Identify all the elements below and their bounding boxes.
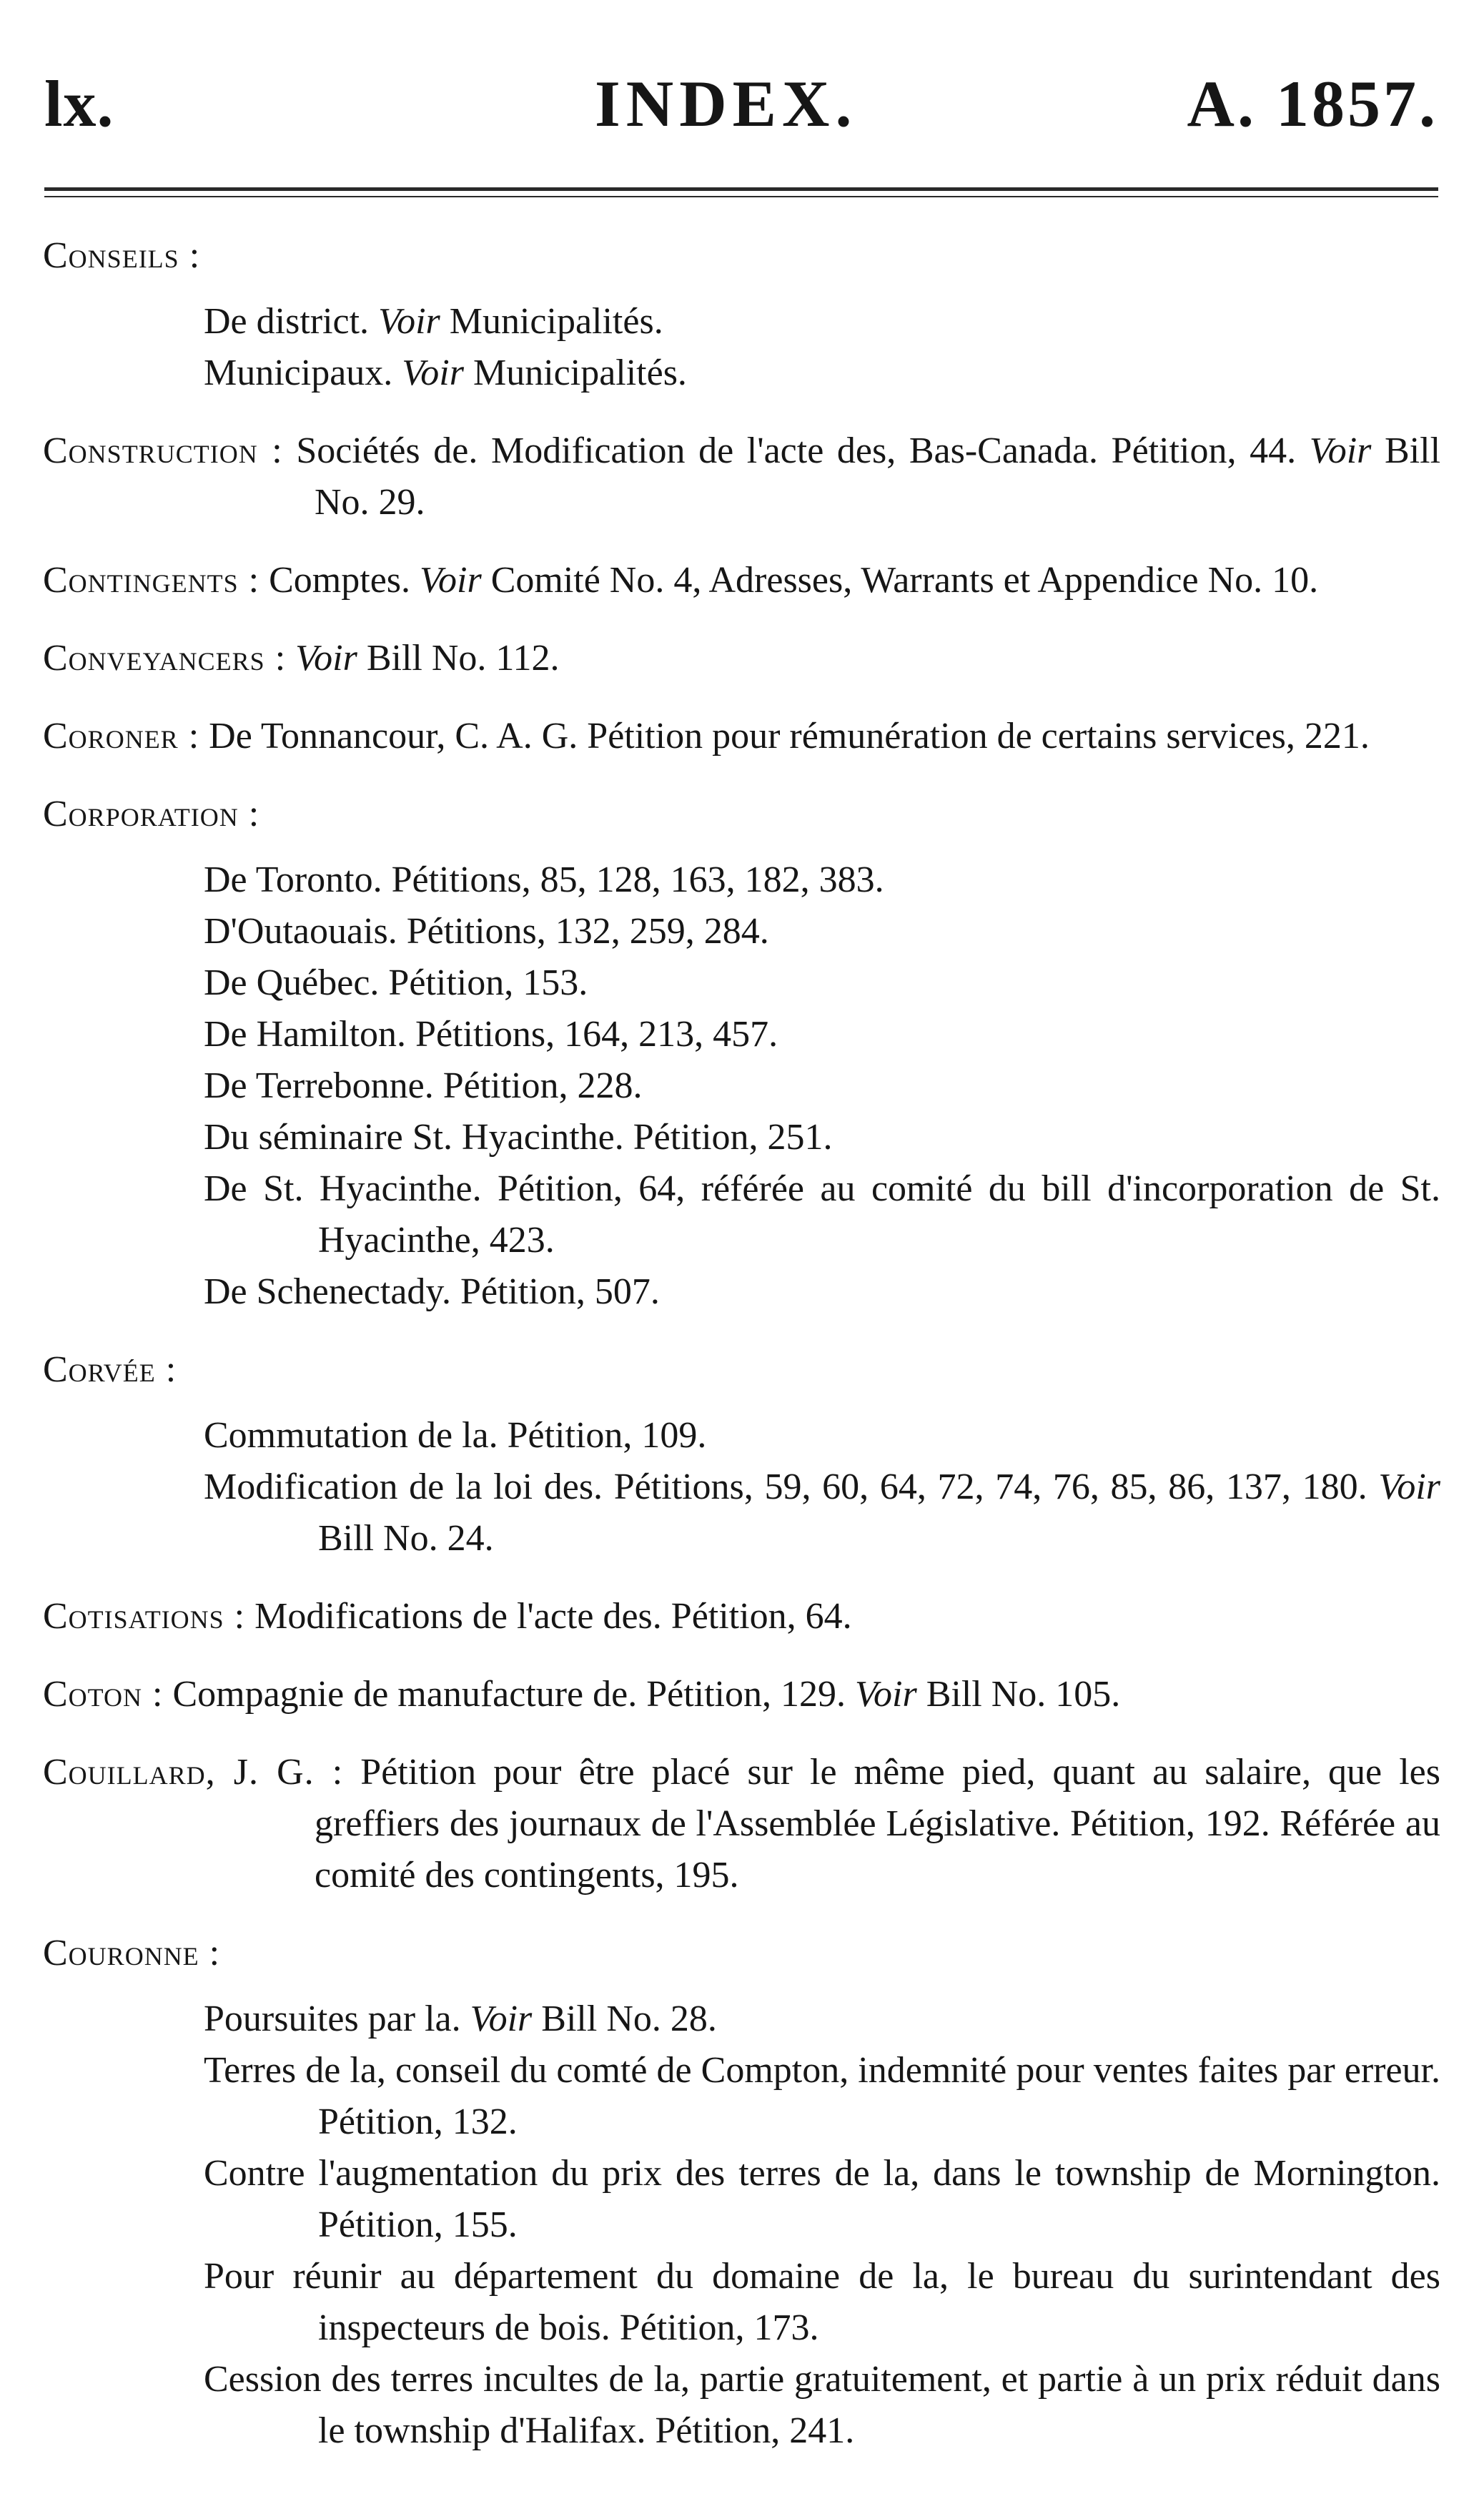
entry-heading: Conveyancers : — [43, 638, 287, 679]
page-title: INDEX. — [595, 67, 858, 140]
entry-heading: Couronne : — [43, 1933, 221, 1973]
sub-entry: De Schenectady. Pétition, 507. — [204, 1271, 660, 1312]
sub-entry: Commutation de la. Pétition, 109. — [204, 1415, 707, 1456]
entry-heading: Coton : — [43, 1674, 164, 1715]
entry-heading: Conseils : — [43, 235, 201, 276]
sub-entry: Pour réunir au département du domaine de la, le bureau du surintendant des inspecteurs de bois. Pétition, 173. — [204, 2256, 1440, 2348]
index-entry-contingents: Contingents : Comptes. Voir Comité No. 4, Adresses, Warrants et Appendice No. 10. — [43, 560, 1319, 601]
index-entry-couillard: Couillard, J. G. : Pétition pour être placé sur le même pied, quant au salaire, que les greffiers des journaux de l'Assemblée Législative. Pétition, 192. Référée au comité des contingents, 195. — [43, 1752, 1440, 1896]
entry-heading: Cotisations : — [43, 1596, 246, 1637]
index-entry-couronne — [43, 1928, 1440, 2457]
entry-heading: Coroner : — [43, 716, 200, 756]
sub-entry: De Toronto. Pétitions, 85, 128, 163, 182, 383. — [204, 859, 884, 900]
sub-entry: Terres de la, conseil du comté de Compton, indemnité pour ventes faites par erreur. Pétition, 132. — [204, 2050, 1440, 2142]
index-entry-cotisations: Cotisations : Modifications de l'acte des. Pétition, 64. — [43, 1596, 852, 1637]
index-entry-coton: Coton : Compagnie de manufacture de. Pétition, 129. Voir Bill No. 105. — [43, 1674, 1121, 1715]
page-number: lx. — [44, 67, 114, 140]
index-entry-construction: Construction : Sociétés de. Modification de l'acte des, Bas-Canada. Pétition, 44. Voir Bill No. 29. — [43, 430, 1441, 523]
sub-entry: De Québec. Pétition, 153. — [204, 962, 588, 1003]
sub-entry: Poursuites par la. Voir Bill No. 28. — [204, 1998, 717, 2039]
entry-heading: Corvée : — [43, 1349, 177, 1390]
index-entry-corvee — [43, 1344, 1440, 1564]
sub-entry: Cession des terres incultes de la, partie gratuitement, et partie à un prix réduit dans le township d'Halifax. Pétition, 241. — [204, 2359, 1440, 2451]
header-rule-thin — [44, 196, 1438, 197]
sub-entry: De district. Voir Municipalités. — [204, 301, 663, 342]
sub-entry: D'Outaouais. Pétitions, 132, 259, 284. — [204, 911, 769, 952]
sub-entry: Du séminaire St. Hyacinthe. Pétition, 251. — [204, 1117, 833, 1158]
sub-entry: De Terrebonne. Pétition, 228. — [204, 1065, 643, 1106]
sub-entry: Municipaux. Voir Municipalités. — [204, 353, 687, 393]
sub-entry: De Hamilton. Pétitions, 164, 213, 457. — [204, 1014, 778, 1055]
entry-heading: Couillard, J. G. : — [43, 1752, 344, 1793]
sub-entry: De St. Hyacinthe. Pétition, 64, référée au comité du bill d'incorporation de St. Hyacinthe, 423. — [204, 1168, 1440, 1261]
entry-heading: Contingents : — [43, 560, 260, 601]
index-entry-coroner: Coroner : De Tonnancour, C. A. G. Pétition pour rémunération de certains services, 221. — [43, 716, 1370, 756]
entry-heading: Construction : — [43, 430, 283, 471]
sub-entry: Modification de la loi des. Pétitions, 59, 60, 64, 72, 74, 76, 85, 86, 137, 180. Voir Bill No. 24. — [204, 1467, 1440, 1559]
index-entry-conseils — [43, 230, 1440, 399]
index-entry-conveyancers: Conveyancers : Voir Bill No. 112. — [43, 638, 560, 679]
header-rule-thick — [44, 187, 1438, 191]
index-entries — [43, 230, 1440, 2483]
index-entry-corporation — [43, 789, 1440, 1318]
year-label: A. 1857. — [1187, 67, 1438, 140]
entry-heading: Corporation : — [43, 794, 260, 834]
page-header — [44, 66, 1438, 144]
sub-entry: Contre l'augmentation du prix des terres de la, dans le township de Mornington. Pétition, 155. — [204, 2153, 1440, 2245]
